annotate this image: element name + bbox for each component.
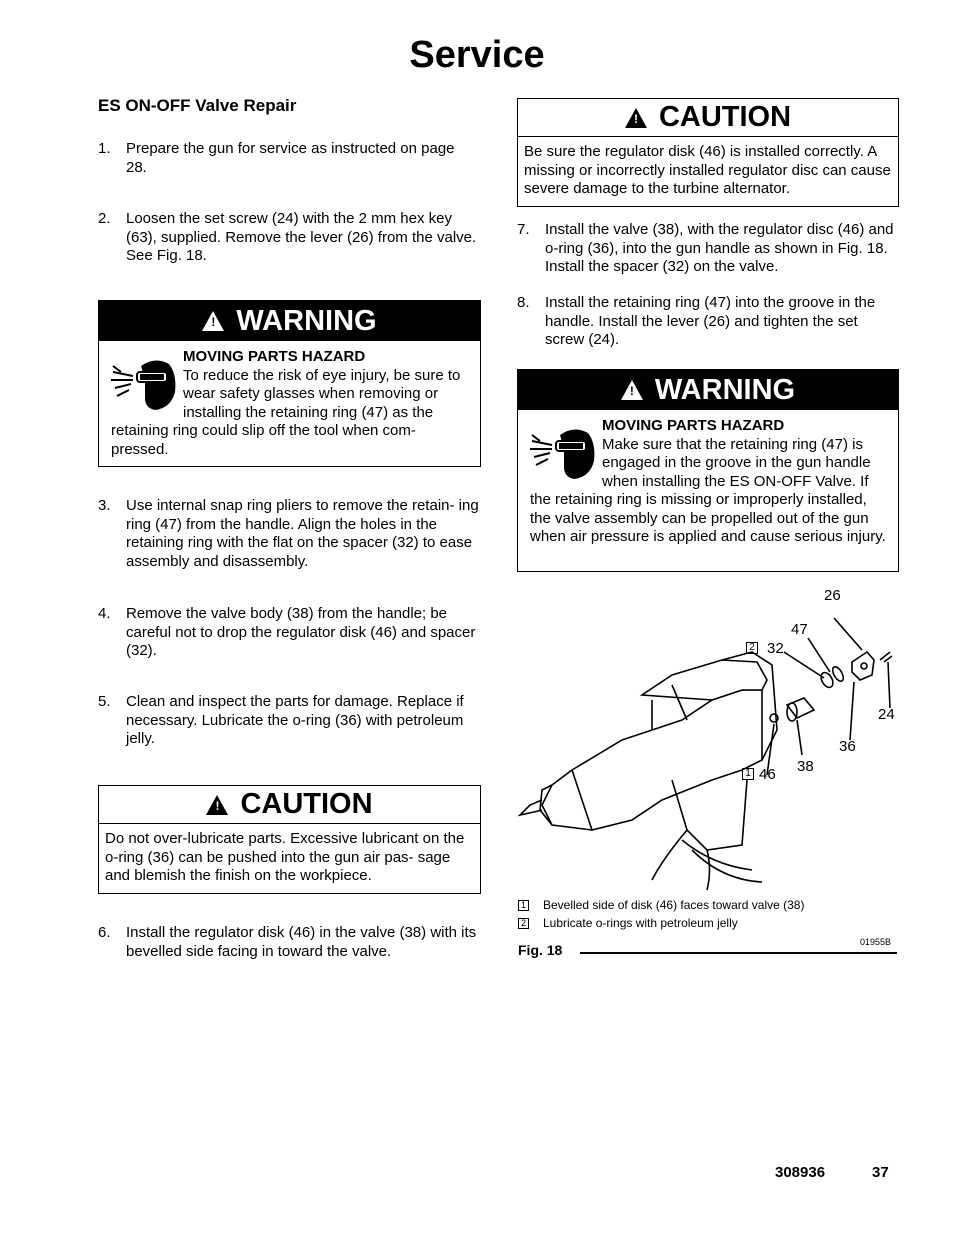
step-text: Install the regulator disk (46) in the valve (38) with its bevelled side facing in toward the valve. xyxy=(126,924,477,960)
warning-label: WARNING xyxy=(654,373,796,406)
warning-text: To reduce the risk of eye injury, be sure to wear safety glasses when removing or installing the retaining ring (47) as the retaining ring could slip off the tool when com- pressed. xyxy=(111,366,461,458)
step-text: Install the valve (38), with the regulator disc (46) and o-ring (36), into the gun handle as shown in Fig. 18. Install the spacer (32) on the valve. xyxy=(545,221,894,275)
callout-46: 46 xyxy=(759,766,776,783)
figure-label: Fig. 18 xyxy=(518,942,563,958)
hazard-title: MOVING PARTS HAZARD xyxy=(183,348,366,365)
step-number: 4. xyxy=(98,605,111,622)
page-number: 37 xyxy=(872,1164,889,1181)
step-number: 5. xyxy=(98,693,111,710)
step-text: Clean and inspect the parts for damage. Replace if necessary. Lubricate the o-ring (36) with petroleum jelly. xyxy=(126,693,464,747)
warning-triangle-icon: ! xyxy=(202,311,224,331)
warning-triangle-icon: ! xyxy=(621,380,643,400)
legend-mark: 2 xyxy=(518,918,529,929)
callout-26: 26 xyxy=(824,587,841,604)
warning-text: Make sure that the retaining ring (47) is engaged in the groove in the gun handle when installing the ES ON-OFF Valve. If the retaining ring is missing or improperly installed, the valve assembly can be propelled out of the gun when air pressure is applied and cause serious injury. xyxy=(530,435,886,545)
legend-text: Lubricate o-rings with petroleum jelly xyxy=(543,916,738,930)
caution-label: CAUTION xyxy=(240,788,373,820)
safety-glasses-icon xyxy=(107,352,179,412)
legend-item xyxy=(518,896,898,914)
warning-box-retaining-ring xyxy=(517,369,899,572)
step-number: 3. xyxy=(98,497,111,514)
callout-32: 32 xyxy=(767,640,784,657)
caution-text: Do not over-lubricate parts. Excessive lubricant on the o-ring (36) can be pushed into the gun air pas- sage and blemish the finish on the workpiece. xyxy=(105,830,465,884)
warning-header xyxy=(99,301,480,341)
safety-glasses-icon xyxy=(526,421,598,481)
caution-triangle-icon: ! xyxy=(206,795,228,815)
step-number: 8. xyxy=(517,294,530,311)
warning-body xyxy=(99,341,480,463)
warning-header xyxy=(518,370,898,410)
step-number: 6. xyxy=(98,924,111,941)
figure-legend xyxy=(518,896,898,932)
step-number: 7. xyxy=(517,221,530,238)
step-text: Prepare the gun for service as instructed on page 28. xyxy=(126,140,455,176)
marker-1: 1 xyxy=(742,768,754,780)
callout-24: 24 xyxy=(878,706,895,723)
caution-header xyxy=(99,786,480,824)
callout-38: 38 xyxy=(797,758,814,775)
caution-triangle-icon: ! xyxy=(625,108,647,128)
doc-number: 308936 xyxy=(775,1164,826,1181)
step-text: Loosen the set screw (24) with the 2 mm hex key (63), supplied. Remove the lever (26) from the valve. See Fig. 18. xyxy=(126,210,477,264)
caution-label: CAUTION xyxy=(658,101,792,133)
warning-label: WARNING xyxy=(236,304,377,337)
caution-header xyxy=(518,99,898,137)
figure-ref-code: 01955B xyxy=(860,937,892,947)
step-number: 1. xyxy=(98,140,111,157)
step-number: 2. xyxy=(98,210,111,227)
legend-mark: 1 xyxy=(518,900,529,911)
legend-text: Bevelled side of disk (46) faces toward valve (38) xyxy=(543,898,805,912)
marker-2: 2 xyxy=(746,642,758,654)
step-text: Remove the valve body (38) from the handle; be careful not to drop the regulator disk (46) and spacer (32). xyxy=(126,605,476,659)
warning-box-eye-injury xyxy=(98,300,481,467)
step-text: Use internal snap ring pliers to remove the retain- ing ring (47) from the handle. Align the holes in the retaining ring with the flat on the spacer (32) to ease assembly and disassembly. xyxy=(126,497,479,570)
page-title: Service xyxy=(409,34,545,76)
figure-rule xyxy=(580,952,897,954)
warning-body xyxy=(518,410,898,551)
callout-47: 47 xyxy=(791,621,808,638)
caution-box-regulator xyxy=(517,98,899,207)
legend-item xyxy=(518,914,898,932)
callout-36: 36 xyxy=(839,738,856,755)
step-text: Install the retaining ring (47) into the groove in the handle. Install the lever (26) and tighten the set screw (24). xyxy=(545,294,876,348)
caution-box-lubricant xyxy=(98,785,481,894)
caution-text: Be sure the regulator disk (46) is installed correctly. A missing or incorrectly installed regulator disc can cause severe damage to the turbine alternator. xyxy=(524,143,891,197)
hazard-title: MOVING PARTS HAZARD xyxy=(602,417,785,434)
section-heading: ES ON-OFF Valve Repair xyxy=(98,96,297,115)
